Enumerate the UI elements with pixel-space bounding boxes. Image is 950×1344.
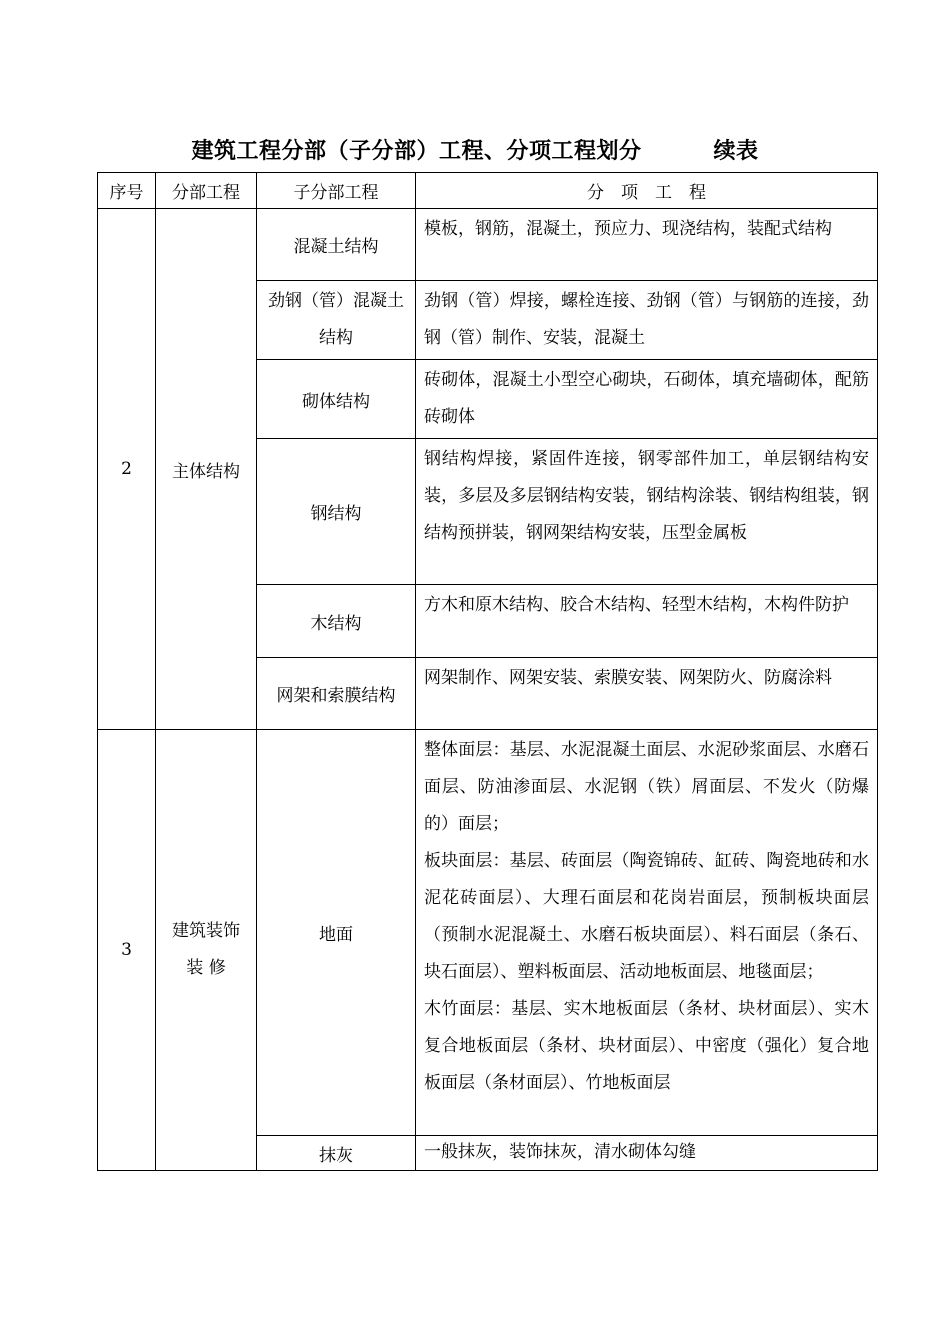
group-index: 3 [98,730,156,1171]
header-division: 分部工程 [156,173,257,209]
subdivision-cell: 劲钢（管）混凝土结构 [257,281,416,360]
items-paragraph: 木竹面层：基层、实木地板面层（条材、块材面层）、实木复合地板面层（条材、块材面层）、中密度（强化）复合地板面层（条材面层）、竹地板面层 [424,999,869,1093]
subdivision-cell: 木结构 [257,585,416,658]
group-division: 建筑装饰装 修 [156,730,257,1171]
items-cell: 钢结构焊接，紧固件连接，钢零部件加工，单层钢结构安装，多层及多层钢结构安装，钢结构涂装、钢结构组装，钢结构预拼装，钢网架结构安装，压型金属板 [416,439,878,585]
subdivision-cell: 网架和索膜结构 [257,658,416,730]
items-paragraph: 整体面层：基层、水泥混凝土面层、水泥砂浆面层、水磨石面层、防油渗面层、水泥钢（铁）屑面层、不发火（防爆的）面层； [424,740,869,834]
items-cell: 一般抹灰，装饰抹灰，清水砌体勾缝 [416,1136,878,1171]
division-table [97,172,878,1171]
document-title [0,134,950,165]
group-index: 2 [98,209,156,730]
table-row [98,730,878,1136]
header-items: 分 项 工 程 [416,173,878,209]
items-cell: 砖砌体，混凝土小型空心砌块，石砌体，填充墙砌体，配筋砖砌体 [416,360,878,439]
title-main: 建筑工程分部（子分部）工程、分项工程划分 [191,139,642,164]
subdivision-cell: 抹灰 [257,1136,416,1171]
items-cell: 方木和原木结构、胶合木结构、轻型木结构，木构件防护 [416,585,878,658]
table-row [98,209,878,281]
items-cell [416,730,878,1136]
subdivision-cell: 钢结构 [257,439,416,585]
header-subdivision: 子分部工程 [257,173,416,209]
items-cell: 网架制作、网架安装、索膜安装、网架防火、防腐涂料 [416,658,878,730]
subdivision-cell: 地面 [257,730,416,1136]
items-paragraph: 板块面层：基层、砖面层（陶瓷锦砖、缸砖、陶瓷地砖和水泥花砖面层）、大理石面层和花岗岩面层，预制板块面层（预制水泥混凝土、水磨石板块面层）、料石面层（条石、块石面层）、塑料板面层、活动地板面层、地毯面层； [424,851,869,982]
header-index: 序号 [98,173,156,209]
subdivision-cell: 砌体结构 [257,360,416,439]
items-cell: 模板，钢筋，混凝土，预应力、现浇结构，装配式结构 [416,209,878,281]
title-suffix: 续表 [713,139,759,164]
header-row [98,173,878,209]
group-division: 主体结构 [156,209,257,730]
items-cell: 劲钢（管）焊接，螺栓连接、劲钢（管）与钢筋的连接，劲钢（管）制作、安装，混凝土 [416,281,878,360]
subdivision-cell: 混凝土结构 [257,209,416,281]
